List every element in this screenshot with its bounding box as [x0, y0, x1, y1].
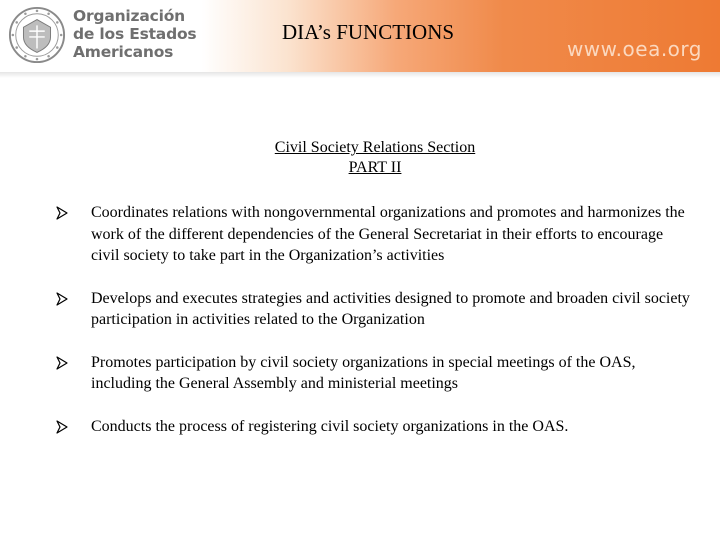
bullet-text: Develops and executes strategies and activities designed to promote and broaden civil society participation in activities related to the Organization	[91, 289, 690, 328]
list-item	[52, 416, 692, 438]
arrow-bullet-icon	[56, 356, 68, 370]
header-shadow	[0, 72, 720, 78]
org-name-line-2: de los Estados	[73, 25, 197, 43]
list-item	[52, 202, 692, 267]
list-item	[52, 352, 692, 395]
arrow-bullet-icon	[56, 206, 68, 220]
arrow-bullet-icon	[56, 420, 68, 434]
section-heading-line-1: Civil Society Relations Section	[274, 139, 476, 156]
section-heading-line-2: PART II	[348, 159, 402, 176]
org-name-line-3: Americanos	[73, 43, 174, 61]
bullet-text: Conducts the process of registering civil society organizations in the OAS.	[91, 417, 569, 435]
bullet-text: Coordinates relations with nongovernmental organizations and promotes and harmonizes the work of the different dependencies of the General Secretariat in their efforts to encourage civil society to take part in the Organization’s activities	[91, 204, 685, 264]
bullet-list	[52, 202, 692, 458]
website-url: www.oea.org	[566, 37, 702, 61]
org-name-line-1: Organización	[73, 7, 185, 25]
section-heading	[0, 138, 720, 178]
bullet-text: Promotes participation by civil society organizations in special meetings of the OAS, including the General Assembly and ministerial meetings	[91, 353, 636, 392]
list-item	[52, 288, 692, 331]
arrow-bullet-icon	[56, 292, 68, 306]
slide-title: DIA’s FUNCTIONS	[281, 20, 455, 44]
